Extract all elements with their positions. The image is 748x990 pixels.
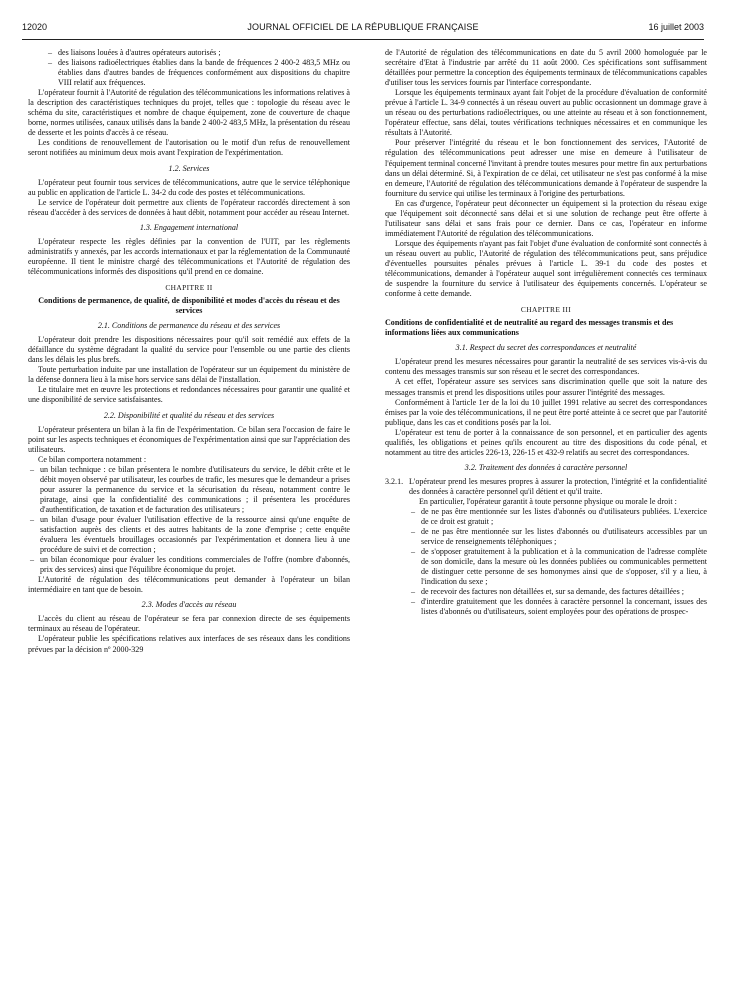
paragraph: L'opérateur doit prendre les dispositions nécessaires pour qu'il soit remédié aux effets de la défaillance du système dégradant la qualité du service pour l'ensemble ou une partie des clients dans les délais les plus brefs. [28,335,350,365]
paragraph: Conformément à l'article 1er de la loi du 10 juillet 1991 relative au secret des correspondances émises par la voie des télécommunications, il ne peut être porté atteinte à ce secret que par l'autorité publique, dans les cas et conditions posés par la loi. [385,397,707,427]
list-item: – un bilan technique : ce bilan présentera le nombre d'utilisateurs du service, le débit crête et le débit moyen observé par utilisateur, les courbes de trafic, les mesures que le demandeur a prises pour assurer la permanence du service et la sécurisation du réseau, notamment contre le piratage, ainsi que la confidentialité des communications ; il présentera les procédures d'authentification, de taxation et de facturation des utilisateurs ; [28,465,350,515]
numbered-paragraph [385,476,707,497]
paragraph: L'Autorité de régulation des télécommunications peut demander à l'opérateur un bilan intermédiaire en tant que de besoin. [28,575,350,595]
paragraph: Ce bilan comportera notamment : [38,454,147,464]
journal-title: JOURNAL OFFICIEL DE LA RÉPUBLIQUE FRANÇAISE [247,22,479,32]
list-item: – de recevoir des factures non détaillées et, sur sa demande, des factures détaillées ; [409,587,707,597]
chapter-title: Conditions de permanence, de qualité, de disponibilité et modes d'accès du réseau et des services [38,296,340,316]
paragraph: L'opérateur publie les spécifications relatives aux interfaces de ses réseaux dans les conditions prévues par la décision nº 2000-329 [28,634,350,654]
paragraph: Lorsque les équipements terminaux ayant fait l'objet de la procédure d'évaluation de conformité prévue à l'article L. 34-9 connectés à un réseau ouvert au public occasionnent un dommage grave à un réseau ou des perturbations radioélectriques, ou une atteinte au réseau et à son fonctionnement, l'opérateur effectue, sans délai, toutes vérifications techniques nécessaires et en communique les résultats à l'Autorité. [385,88,707,138]
page-number: 12020 [22,22,48,32]
paragraph: L'opérateur fournit à l'Autorité de régulation des télécommunications les informations relatives à la description des caractéristiques techniques du projet, telles que : topologie du réseau avec le schéma du site, caractéristiques et nombre de chaque équipement, zone de couverture de chaque borne, normes utilisées, canaux utilisés dans la bande 2 400-2 483,5 MHz, la présentation du réseau de desserte et les points d'accès à ce réseau. [28,88,350,138]
paragraph: Le service de l'opérateur doit permettre aux clients de l'opérateur raccordés directement à son réseau d'accéder à des services de données à haut débit, notamment pour accéder au réseau Internet. [28,197,350,217]
section-heading: 2.2. Disponibilité et qualité du réseau et des services [103,410,275,420]
rights-list [409,507,707,618]
list-item: – un bilan économique pour évaluer les conditions commerciales de l'offre (nombre d'abonnés, prix des services) ainsi que l'équilibre économique du projet. [28,555,350,575]
chapter-label: CHAPITRE III [520,305,572,315]
section-heading: 2.1. Conditions de permanence du réseau et des services [97,321,281,331]
section-heading: 1.3. Engagement international [139,222,239,232]
paragraph: Pour préserver l'intégrité du réseau et le bon fonctionnement des services, l'Autorité de régulation des télécommunications peut adresser une mise en demeure à l'utilisateur de l'équipement terminal concerné l'invitant à prendre toutes mesures pour mettre fin aux perturbations dans un délai déterminé. Si, à l'expiration de ce délai, cet utilisateur ne s'est pas conformé à la mise en demeure, l'Autorité de régulation des télécommunications demande à l'opérateur de suspendre la fourniture du service qui utilise les terminaux à l'origine des perturbations. [385,138,707,198]
paragraph: de l'Autorité de régulation des télécommunications en date du 5 avril 2000 homologuée par le secrétaire d'Etat à l'industrie par arrêté du 11 août 2000. Ces spécifications sont suffisamment détaillées pour permettre la conception des équipements terminaux de télécommunications capables d'utiliser tous les services fournis par l'interface correspondante. [385,48,707,88]
numbered-item [385,477,707,618]
paragraph: L'accès du client au réseau de l'opérateur se fera par connexion directe de ses équipements terminaux au réseau de l'opérateur. [28,614,350,634]
section-heading: 1.2. Services [168,163,210,173]
right-column [385,48,707,618]
paragraph: L'opérateur présentera un bilan à la fin de l'expérimentation. Ce bilan sera l'occasion de faire le point sur les aspects techniques et économiques de l'expérimentation ainsi que sur l'appréciation des utilisateurs. [28,424,350,454]
chapter-label: CHAPITRE II [165,282,213,292]
paragraph: L'opérateur peut fournir tous services de télécommunications, autre que le service téléphonique au public en application de l'article L. 34-2 du code des postes et télécommunications. [28,177,350,197]
list-item: – des liaisons radioélectriques établies dans la bande de fréquences 2 400-2 483,5 MHz ou établies dans d'autres bandes de fréquences conformément aux dispositions du chapitre VIII relatif aux fréquences. [46,58,350,88]
paragraph: Lorsque des équipements n'ayant pas fait l'objet d'une évaluation de conformité sont connectés à un réseau ouvert au public, l'Autorité de régulation des télécommunications peut, sans préjudice d'éventuelles poursuites pénales prévues à l'article L. 39-1 du code des postes et télécommunications, demander à l'opérateur auquel sont irrégulièrement connectés ces terminaux de suspendre la fourniture du service à l'utilisateur des équipements concernés. L'opérateur se conforme à cette demande. [385,238,707,299]
left-column [28,48,350,655]
list-item: – un bilan d'usage pour évaluer l'utilisation effective de la ressource ainsi qu'une enquête de satisfaction auprès des clients et des autres habitants de la zone d'emprise ; cette enquête évaluera les éventuels brouillages occasionnés par l'expérimentation et donnera lieu à une procédure de suivi et de correction ; [28,515,350,555]
paragraph: En cas d'urgence, l'opérateur peut déconnecter un équipement si la protection du réseau exige que l'équipement soit déconnecté sans délai et si une solution de rechange peut être offerte à l'utilisateur sans délai et sans frais pour ce dernier. Dans ce cas, l'opérateur en informe immédiatement l'Autorité de régulation des télécommunications. [385,198,707,238]
paragraph: L'opérateur prend les mesures nécessaires pour garantir la neutralité de ses services vis-à-vis du contenu des messages transmis sur son réseau et le secret des correspondances. [385,357,707,377]
section-heading: 3.2. Traitement des données à caractère personnel [464,462,628,472]
item-number: 3.2.1. [385,476,404,486]
list-item: – de ne pas être mentionnée sur les listes d'abonnés ou d'utilisateurs accessibles par un service de renseignements téléphoniques ; [409,527,707,547]
paragraph: A cet effet, l'opérateur assure ses services sans discrimination quelle que soit la nature des messages transmis et prend les dispositions utiles pour assurer l'intégrité des messages. [385,377,707,397]
section-heading: 2.3. Modes d'accès au réseau [141,600,237,610]
paragraph: L'opérateur est tenu de porter à la connaissance de son personnel, et en particulier des agents qualifiés, les obligations et peines qu'ils encourent au titre des dispositions du code pénal, et notamment au titre des articles 226-13, 226-15 et 432-9 relatifs au secret des correspondances. [385,427,707,457]
issue-date: 16 juillet 2003 [648,22,704,32]
report-list [28,465,350,576]
list-item: – de s'opposer gratuitement à la publication et à la communication de l'adresse complète de son domicile, dans la mesure où les données publiées ou communicables permettent de distinguer cette personne de ses homonymes ainsi que de s'opposer, s'il y a lieu, à l'indication du sexe ; [409,547,707,587]
list-item: – d'interdire gratuitement que les données à caractère personnel la concernant, issues des listes d'abonnés ou d'utilisateurs, soient employées pour des opérations de prospec- [409,597,707,617]
paragraph: L'opérateur respecte les règles définies par la convention de l'UIT, par les règlements administratifs y annexés, par les accords internationaux et par la réglementation de la Communauté européenne. Il tient le ministre chargé des télécommunications et l'Autorité de régulation des télécommunications informés des dispositions qu'il prend en ce domaine. [28,236,350,276]
header-rule [22,39,704,40]
page-header [22,22,704,36]
chapter-title: Conditions de confidentialité et de neutralité au regard des messages transmis et des informations liées aux communications [385,318,674,338]
section-heading: 3.1. Respect du secret des correspondances et neutralité [455,343,637,353]
list-item: – de ne pas être mentionnée sur les listes d'abonnés ou d'utilisateurs publiées. L'exercice de ce droit est gratuit ; [409,507,707,527]
paragraph: En particulier, l'opérateur garantit à toute personne physique ou morale le droit : [419,496,677,506]
network-links-list [28,48,350,88]
paragraph: Les conditions de renouvellement de l'autorisation ou le motif d'un refus de renouvellement seront notifiées au minimum deux mois avant l'expiration de l'expérimentation. [28,138,350,158]
list-item: – des liaisons louées à d'autres opérateurs autorisés ; [46,48,350,58]
paragraph: Toute perturbation induite par une installation de l'opérateur sur un équipement du ministère de la défense donnera lieu à la mise hors service sans délai de l'installation. [28,365,350,385]
paragraph: Le titulaire met en œuvre les protections et redondances nécessaires pour garantir une qualité et une disponibilité de service satisfaisantes. [28,385,350,405]
item-text: L'opérateur prend les mesures propres à assurer la protection, l'intégrité et la confidentialité des données à caractère personnel qu'il détient et qu'il traite. [409,476,707,496]
